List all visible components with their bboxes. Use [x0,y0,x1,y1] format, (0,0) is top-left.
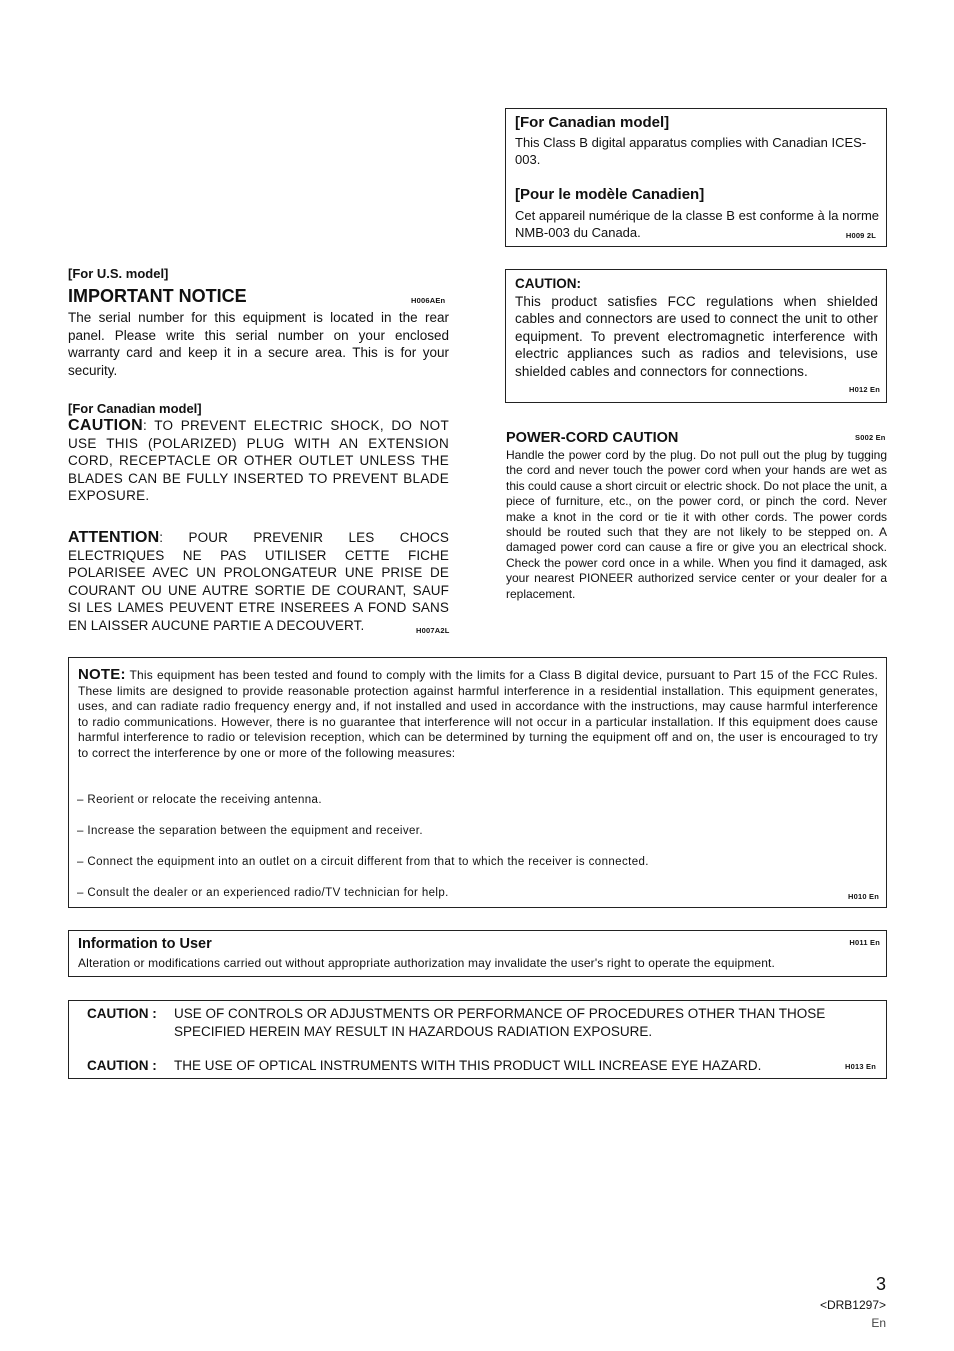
canadian-model-text: This Class B digital apparatus complies with Canadian ICES-003. [515,135,867,167]
power-cord-text: Handle the power cord by the plug. Do not pull out the plug by tugging the cord and never touch the power cord when your hands are wet as this could cause a short circuit or electric shock. Do not place the unit, a piece of furniture, etc., on the power cord, or pinch the cord. Never make a knot in the cord or tie it with other cords. The power cords should be routed such that they are not likely to be stepped on. A damaged power cord can cause a fire or give you an electrical shock. Check the power cord once in a while. When you find it damaged, ask your nearest PIONEER authorized service center or your dealer for a replacement. [506,448,887,601]
laser-caution-text-2: THE USE OF OPTICAL INSTRUMENTS WITH THIS PRODUCT WILL INCREASE EYE HAZARD. [174,1058,762,1073]
fcc-note-text [78,667,878,762]
note-measure-item: – Increase the separation between the equipment and receiver. [77,825,423,837]
canadien-model-text: Cet appareil numérique de la classe B est conforme à la norme NMB-003 du Canada. [515,208,879,240]
info-user-code: H011 En [849,938,880,947]
attention-paragraph [68,529,449,634]
note-label: NOTE: [78,666,126,683]
page-number: 3 [875,1274,886,1294]
info-user-text: Alteration or modifications carried out without appropriate authorization may invalidate the user's right to operate the equipment. [78,956,775,970]
caution-word: CAUTION [68,417,143,434]
power-cord-title: POWER-CORD CAUTION [506,430,679,446]
fcc-caution-text: This product satisfies FCC regulations when shielded cables and connectors are used to connect the unit to other equipment. To prevent electromagnetic interference with electric appliances such as radios and televisions, use shielded cables and connectors for connections. [515,294,878,379]
laser-caution-label-2: CAUTION : [87,1058,157,1073]
fcc-note-box [68,657,887,908]
canadian-caution-paragraph [68,417,449,505]
canadian-model-title: [For Canadian model] [515,114,670,131]
fcc-caution-code: H012 En [849,385,880,394]
laser-caution-text-1: USE OF CONTROLS OR ADJUSTMENTS OR PERFORMANCE OF PROCEDURES OTHER THAN THOSE SPECIFIED HEREIN MAY RESULT IN HAZARDOUS RADIATION EXPOSURE. [174,1006,826,1039]
laser-caution-box [68,1000,887,1079]
note-measure-item: – Consult the dealer or an experienced radio/TV technician for help. [77,887,449,899]
important-notice-text: The serial number for this equipment is located in the rear panel. Please write this serial number on your enclosed warranty card and keep it in a secure area. This is for your security. [68,310,449,378]
canadian-caution-label: [For Canadian model] [68,401,202,416]
note-body: This equipment has been tested and found to comply with the limits for a Class B digital device, pursuant to Part 15 of the FCC Rules. These limits are designed to provide reasonable protection against harmful interference in a residential installation. This equipment generates, uses, and can radiate radio frequency energy and, if not installed and used in accordance with the instructions, may cause harmful interference to radio communications. However, there is no guarantee that interference will not occur in a particular installation. If this equipment does cause harmful interference to radio or television reception, which can be determined by turning the equipment off and on, the user is encouraged to try to correct the interference by one or more of the following measures: [78,668,879,760]
canadien-model-title: [Pour le modèle Canadien] [515,186,705,203]
important-notice-title: IMPORTANT NOTICE [68,286,247,306]
us-model-label: [For U.S. model] [68,266,169,281]
laser-caution-code: H013 En [845,1062,876,1071]
language-code: En [871,1316,886,1330]
note-measure-item: – Reorient or relocate the receiving antenna. [77,794,322,806]
fcc-caution-title: CAUTION: [515,276,581,291]
note-code: H010 En [848,892,879,901]
canadian-model-box [505,108,887,247]
attention-text: : POUR PREVENIR LES CHOCS ELECTRIQUES NE PAS UTILISER CETTE FICHE POLARISEE AVEC UN PROLONGATEUR UNE PRISE DE COURANT OU UNE AUTRE SORTIE DE COURANT, SAUF SI LES LAMES PEUVENT ETRE INSEREES A FOND SANS EN LAISSER AUCUNE PARTIE A DECOUVERT. [68,530,449,633]
canadian-box-code: H009 2L [845,231,876,240]
important-notice-code: H006AEn [411,296,446,305]
attention-code: H007A2L [416,626,450,635]
note-measure-item: – Connect the equipment into an outlet on a circuit different from that to which the receiver is connected. [77,856,649,868]
document-code: <DRB1297> [819,1298,886,1312]
laser-caution-label-1: CAUTION : [87,1006,157,1021]
info-user-box [68,930,887,977]
info-user-title: Information to User [78,936,212,952]
attention-word: ATTENTION [68,529,160,546]
caution-text: : TO PREVENT ELECTRIC SHOCK, DO NOT USE THIS (POLARIZED) PLUG WITH AN EXTENSION CORD, RECEPTACLE OR OTHER OUTLET UNLESS THE BLADES CAN BE FULLY INSERTED TO PREVENT BLADE EXPOSURE. [68,418,449,503]
fcc-caution-box [505,269,887,403]
power-cord-code: S002 En [855,433,886,442]
